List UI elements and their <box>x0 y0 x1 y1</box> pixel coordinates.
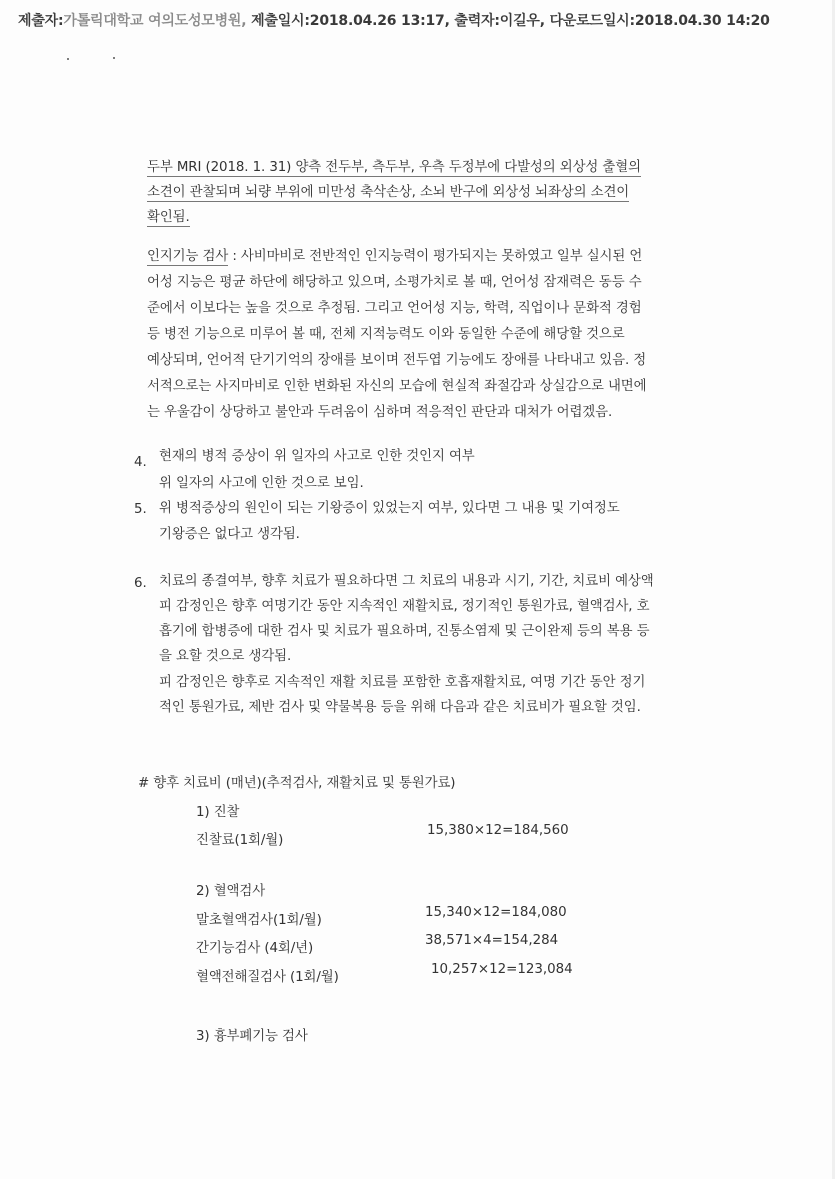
cognitive-line-5: 예상되며, 언어적 단기기억의 장애를 보이며 전두엽 기능에도 장애를 나타내고 있음. 정 <box>147 353 647 368</box>
q6-question: 치료의 종결여부, 향후 치료가 필요하다면 그 치료의 내용과 시기, 기간, 치료비 예상액 <box>159 574 654 589</box>
q4-number: 4. <box>134 455 147 470</box>
q5-question: 위 병적증상의 원인이 되는 기왕증이 있었는지 여부, 있다면 그 내용 및 기여정도 <box>159 501 620 516</box>
mri-line-2: 소견이 관찰되며 뇌량 부위에 미만성 축삭손상, 소뇌 반구에 외상성 뇌좌상의 소견이 <box>147 185 630 200</box>
q6-number: 6. <box>134 576 147 591</box>
q4-question: 현재의 병적 증상이 위 일자의 사고로 인한 것인지 여부 <box>159 449 475 464</box>
q6-answer-line-3: 을 요할 것으로 생각됨. <box>159 649 292 664</box>
cost-item-value: 15,340×12=184,080 <box>425 905 567 920</box>
q6-answer-line-2: 흡기에 합병증에 대한 검사 및 치료가 필요하며, 진통소염제 및 근이완제 등의 복용 등 <box>159 624 650 639</box>
cost-item-value: 10,257×12=123,084 <box>431 962 573 977</box>
scan-speck <box>113 57 115 59</box>
cost-item-label: 혈액전해질검사 (1회/월) <box>196 970 339 985</box>
q6-answer-line-4: 피 감정인은 향후로 지속적인 재활 치료를 포함한 호흡재활치료, 여명 기간 동안 정기 <box>159 675 646 690</box>
cost-heading: # 향후 치료비 (매년)(추적검사, 재활치료 및 통원가료) <box>138 776 456 791</box>
cost-section-2-title: 2) 혈액검사 <box>196 884 266 899</box>
cost-item-value: 15,380×12=184,560 <box>427 823 569 838</box>
scan-speck <box>67 58 69 60</box>
q4-answer: 위 일자의 사고에 인한 것으로 보임. <box>159 476 364 491</box>
cognitive-line-1: 인지기능 검사 : 사비마비로 전반적인 인지능력이 평가되지는 못하였고 일부 실시된 언 <box>147 249 643 264</box>
cognitive-line-2: 어성 지능은 평균 하단에 해당하고 있으며, 소평가치로 볼 때, 언어성 잠재력은 동등 수 <box>147 275 642 290</box>
cognitive-title: 인지기능 검사 <box>147 249 229 264</box>
printer-label: 출력자: <box>454 13 500 29</box>
q5-number: 5. <box>134 502 147 517</box>
cost-section-3-title: 3) 흉부폐기능 검사 <box>196 1029 308 1044</box>
cognitive-line-3: 준에서 이보다는 높을 것으로 추정됨. 그리고 언어성 지능, 학력, 직업이나 문화적 경험 <box>147 301 642 316</box>
cost-item-label: 간기능검사 (4회/년) <box>196 941 314 956</box>
cognitive-line-7: 는 우울감이 상당하고 불안과 두려움이 심하며 적응적인 판단과 대처가 어렵겠음. <box>147 405 613 420</box>
cost-item-value: 38,571×4=154,284 <box>425 933 559 948</box>
cost-section-1-title: 1) 진찰 <box>196 805 240 820</box>
cognitive-line-4: 등 병전 기능으로 미루어 볼 때, 전체 지적능력도 이와 동일한 수준에 해당할 것으로 <box>147 327 625 342</box>
mri-line-3: 확인됨. <box>147 210 190 225</box>
fax-header <box>18 10 818 30</box>
q6-answer-line-5: 적인 통원가료, 제반 검사 및 약물복용 등을 위해 다음과 같은 치료비가 필요할 것임. <box>159 700 641 715</box>
submit-date-label: 제출일시: <box>251 13 310 29</box>
download-label: 다운로드일시: <box>549 13 635 29</box>
printer-value: 이길우, <box>499 13 545 29</box>
mri-line-1: 두부 MRI (2018. 1. 31) 양측 전두부, 측두부, 우측 두정부에 다발성의 외상성 출혈의 <box>147 160 641 175</box>
cost-item-label: 말초혈액검사(1회/월) <box>196 913 322 928</box>
submitter-label: 제출자: <box>18 13 64 29</box>
q6-answer-line-1: 피 감정인은 향후 여명기간 동안 지속적인 재활치료, 정기적인 통원가료, 혈액검사, 호 <box>159 599 650 614</box>
submitter-value: 가톨릭대학교 여의도성모병원, <box>63 13 247 29</box>
download-value: 2018.04.30 14:20 <box>634 13 770 29</box>
submit-date-value: 2018.04.26 13:17, <box>309 13 450 29</box>
cognitive-line-6: 서적으로는 사지마비로 인한 변화된 자신의 모습에 현실적 좌절감과 상실감으로 내면에 <box>147 379 647 394</box>
q5-answer: 기왕증은 없다고 생각됨. <box>159 527 300 542</box>
cost-item-label: 진찰료(1회/월) <box>196 833 284 848</box>
